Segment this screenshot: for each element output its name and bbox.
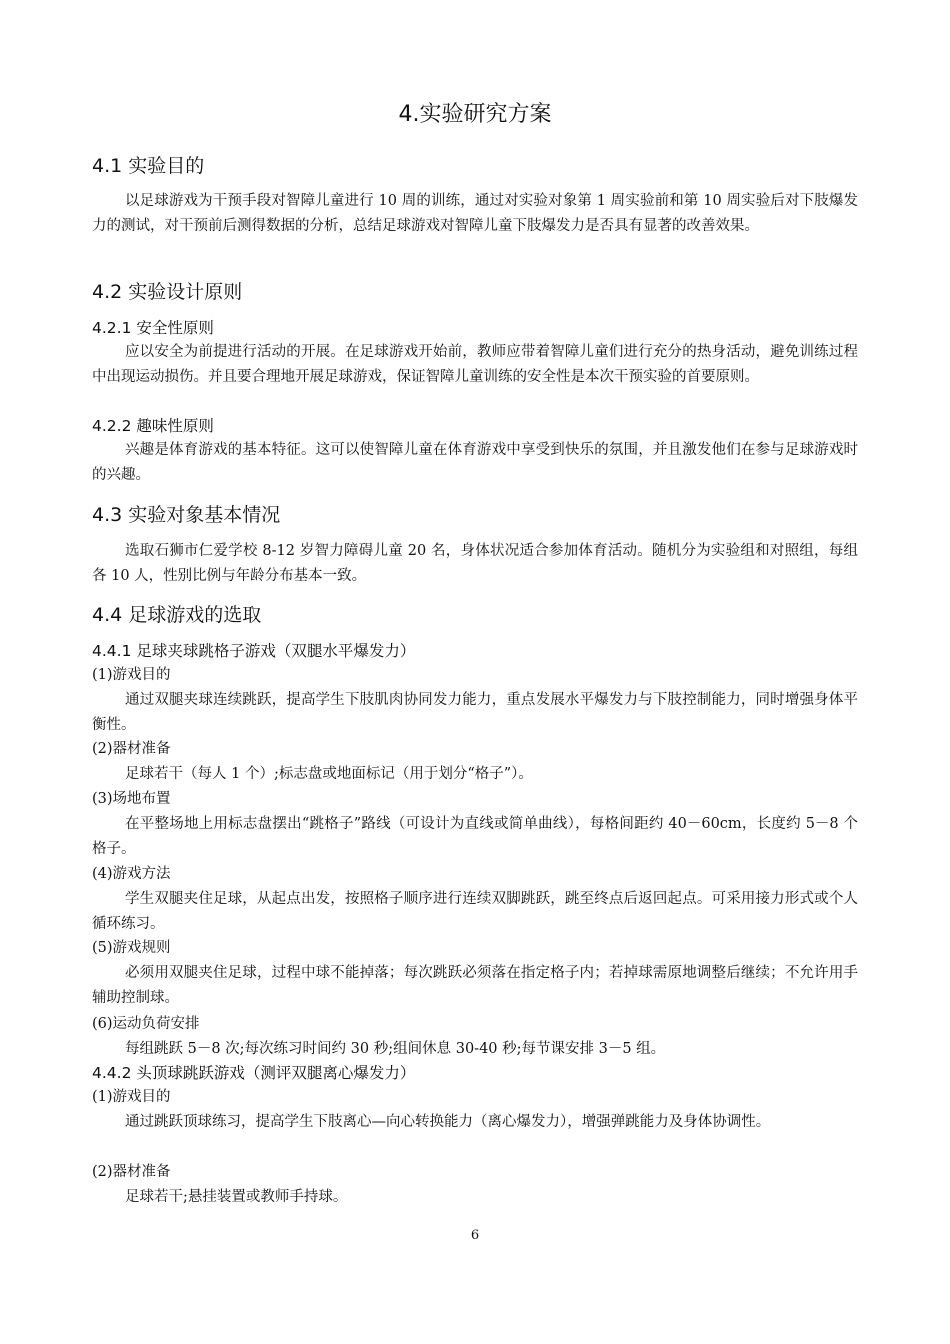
subsection-heading-4-4-1: 4.4.1 足球夹球跳格子游戏（双腿水平爆发力） [92,642,416,660]
item-paragraph: 足球若干;悬挂装置或教师手持球。 [125,1189,348,1205]
item-paragraph: 通过跳跃顶球练习，提高学生下肢离心—向心转换能力（离心爆发力），增强弹跳能力及身体协调性。 [125,1114,771,1130]
subsection-heading-4-2-2: 4.2.2 趣味性原则 [92,417,214,435]
item-paragraph: 足球若干（每人 1 个）;标志盘或地面标记（用于划分“格子”）。 [125,766,533,782]
item-label: (5)游戏规则 [92,940,171,956]
subsection-4-2-1-paragraph: 应以安全为前提进行活动的开展。在足球游戏开始前，教师应带着智障儿童们进行充分的热身活动，避免训练过程中出现运动损伤。并且要合理地开展足球游戏，保证智障儿童训练的安全性是本次干预实验的首要原则。 [92,344,858,385]
item-paragraph: 学生双腿夹住足球，从起点出发，按照格子顺序进行连续双脚跳跃，跳至终点后返回起点。可采用接力形式或个人循环练习。 [92,891,858,932]
item-paragraph: 通过双腿夹球连续跳跃，提高学生下肢肌肉协同发力能力，重点发展水平爆发力与下肢控制能力，同时增强身体平衡性。 [92,692,858,733]
item-label: (6)运动负荷安排 [92,1016,200,1032]
subsection-4-2-2-paragraph: 兴趣是体育游戏的基本特征。这可以使智障儿童在体育游戏中享受到快乐的氛围，并且激发他们在参与足球游戏时的兴趣。 [92,442,858,483]
section-heading-4-1: 4.1 实验目的 [92,155,205,177]
chapter-title: 4.实验研究方案 [398,102,552,127]
item-label: (3)场地布置 [92,791,171,807]
section-4-3-paragraph: 选取石狮市仁爱学校 8-12 岁智力障碍儿童 20 名，身体状况适合参加体育活动。随机分为实验组和对照组，每组各 10 人，性别比例与年龄分布基本一致。 [92,543,858,584]
section-heading-4-2: 4.2 实验设计原则 [92,281,243,303]
item-label: (2)器材准备 [92,741,171,757]
item-label: (4)游戏方法 [92,866,171,882]
page-number: 6 [470,1228,480,1243]
item-paragraph: 每组跳跃 5－8 次;每次练习时间约 30 秒;组间休息 30-40 秒;每节课安排 3－5 组。 [125,1041,666,1057]
section-heading-4-3: 4.3 实验对象基本情况 [92,504,281,526]
subsection-heading-4-2-1: 4.2.1 安全性原则 [92,319,214,337]
item-paragraph: 在平整场地上用标志盘摆出“跳格子”路线（可设计为直线或简单曲线），每格间距约 40－60cm，长度约 5－8 个格子。 [92,816,858,857]
item-label: (2)器材准备 [92,1164,171,1180]
item-paragraph: 必须用双腿夹住足球，过程中球不能掉落；每次跳跃必须落在指定格子内；若掉球需原地调整后继续；不允许用手辅助控制球。 [92,965,858,1006]
item-label: (1)游戏目的 [92,1089,171,1105]
section-4-1-paragraph: 以足球游戏为干预手段对智障儿童进行 10 周的训练，通过对实验对象第 1 周实验前和第 10 周实验后对下肢爆发力的测试，对干预前后测得数据的分析，总结足球游戏对智障儿童下肢爆发力是否具有显著的改善效果。 [92,193,858,234]
item-label: (1)游戏目的 [92,667,171,683]
section-heading-4-4: 4.4 足球游戏的选取 [92,604,262,626]
subsection-heading-4-4-2: 4.4.2 头顶球跳跃游戏（测评双腿离心爆发力） [92,1064,416,1082]
